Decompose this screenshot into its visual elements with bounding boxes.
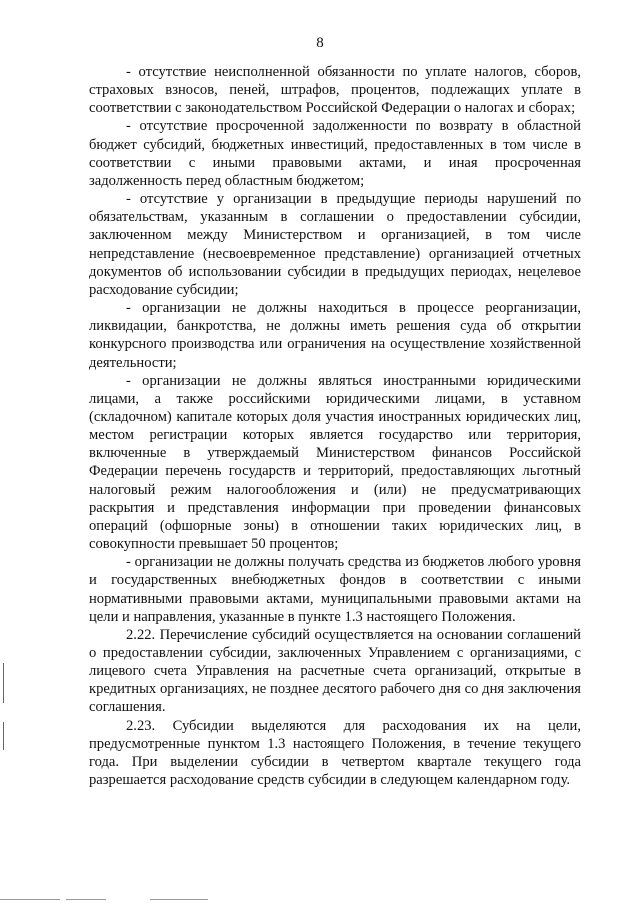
scan-bottom-line [150, 899, 208, 900]
document-body [89, 63, 581, 789]
paragraph-2-23: 2.23. Субсидии выделяются для расходования их на цели, предусмотренные пунктом 1.3 настоящего Положения, в течение текущего года. При выделении субсидии в четвертом квартале текущего года разрешается расходование средств субсидии в следующем календарном году. [89, 717, 581, 789]
paragraph-no-other-budget-funds: - организации не должны получать средства из бюджетов любого уровня и государственных внебюджетных фондов в соответствии с иными нормативными правовыми актами, муниципальными правовыми актами на цели и направления, указанные в пункте 1.3 настоящего Положения. [89, 554, 581, 625]
scan-bottom-line [0, 899, 60, 900]
paragraph-not-foreign-entity: - организации не должны являться иностранными юридическими лицами, а также российскими юридическими лицами, в уставном (складочном) капитале которых доля участия иностранных юридических лиц, местом регистрации которых является государство или территория, включенные в утверждаемый Министерством финансов Российской Федерации перечень государств и территорий, предоставляющих льготный налоговый режим налогообложения и (или) не предусматривающих раскрытия и представления информации при проведении финансовых операций (офшорные зоны) в отношении таких юридических лиц, в совокупности превышает 50 процентов; [89, 372, 581, 553]
page-number: 8 [316, 35, 324, 51]
paragraph-2-22: 2.22. Перечисление субсидий осуществляется на основании соглашений о предоставлении субсидии, заключенных Управлением с организациями, с лицевого счета Управления на расчетные счета организаций, открытые в кредитных организациях, не позднее десятого рабочего дня со дня заключения соглашения. [89, 626, 581, 716]
paragraph-no-budget-debt: - отсутствие просроченной задолженности по возврату в областной бюджет субсидий, бюджетных инвестиций, предоставленных в том числе в соответствии с иными правовыми актами, и иная просроченная задолженность перед областным бюджетом; [89, 118, 581, 189]
paragraph-no-reorganization: - организации не должны находиться в процессе реорганизации, ликвидации, банкротства, не должны иметь решения суда об открытии конкурсного производства или ограничения на осуществление хозяйственной деятельности; [89, 300, 581, 371]
paragraph-no-violations: - отсутствие у организации в предыдущие периоды нарушений по обязательствам, указанным в соглашении о предоставлении субсидии, заключенном между Министерством и организацией, в том числе непредставление (несвоевременное представление) организацией отчетных документов об использовании субсидии в предыдущих периодах, нецелевое расходование субсидии; [89, 191, 581, 298]
scan-edge-mark [3, 663, 4, 703]
scan-edge-mark [3, 722, 4, 750]
paragraph-no-tax-debt: - отсутствие неисполненной обязанности по уплате налогов, сборов, страховых взносов, пеней, штрафов, процентов, подлежащих уплате в соответствии с законодательством Российской Федерации о налогах и сборах; [89, 64, 581, 117]
scan-bottom-line [66, 899, 106, 900]
